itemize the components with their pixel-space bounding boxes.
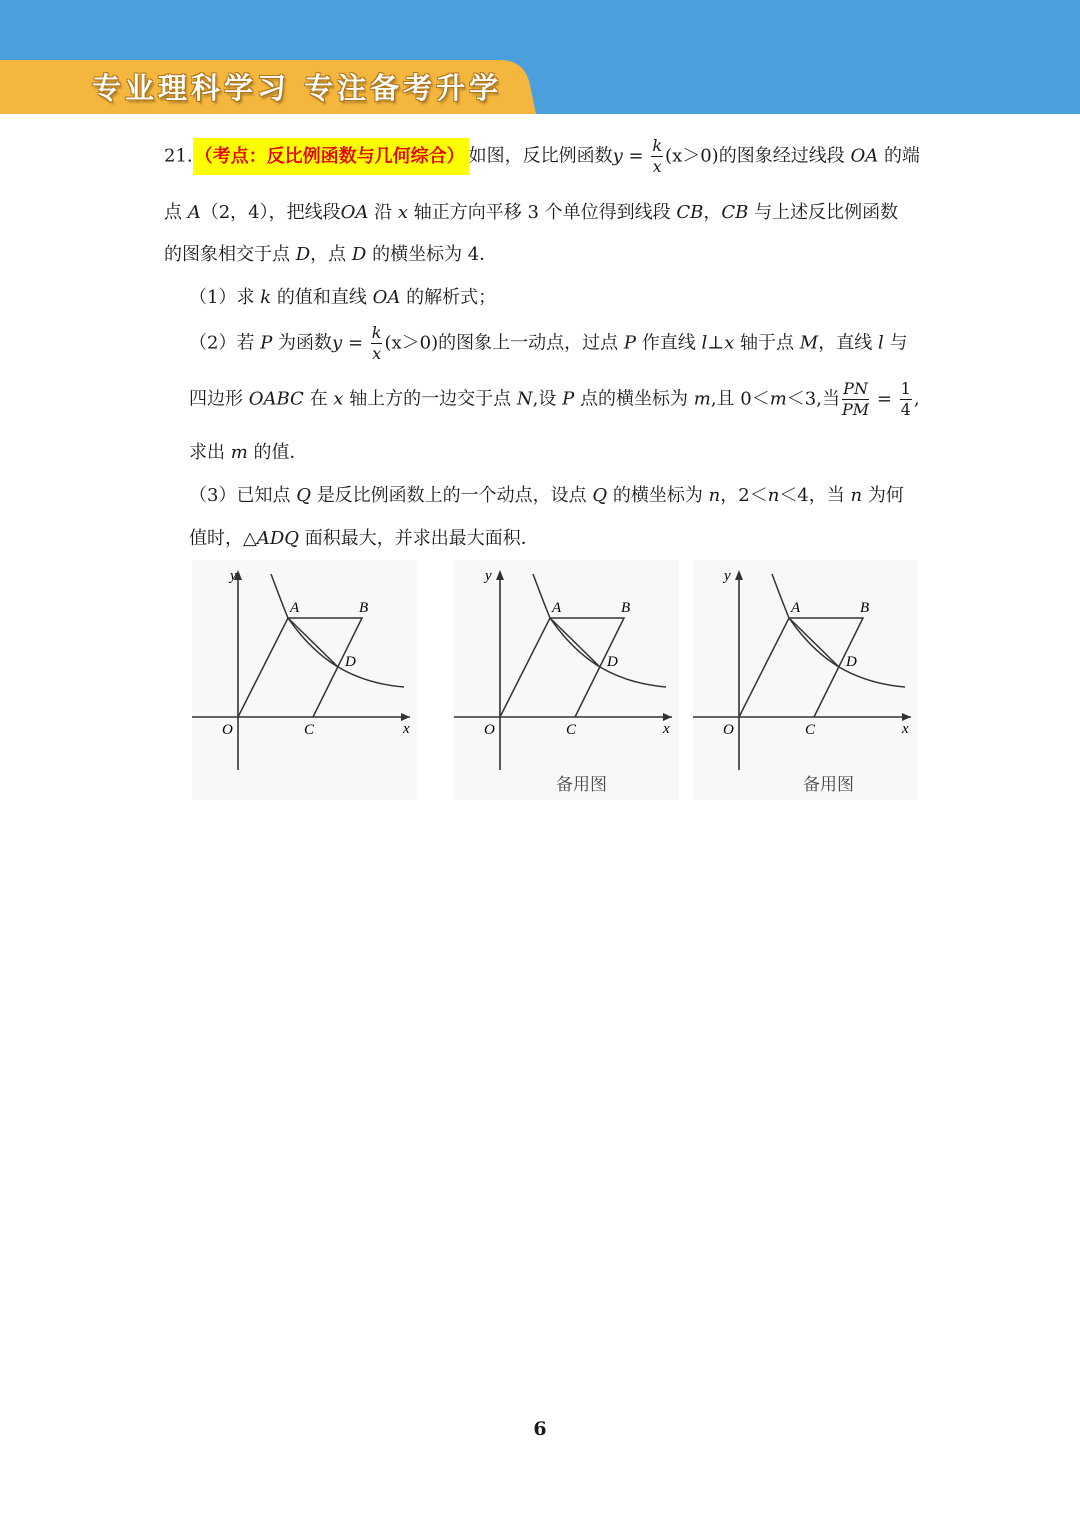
label-A: A: [552, 600, 562, 616]
figure-background: [454, 560, 679, 800]
question-line-1: [164, 138, 920, 175]
denominator: x: [652, 157, 662, 176]
text: 轴上方的一边交于点: [349, 388, 512, 410]
text: 值时，△: [189, 528, 257, 549]
text: 四边形: [189, 388, 243, 410]
label-x: x: [663, 721, 670, 737]
label-O: O: [222, 722, 233, 738]
text: ，点: [310, 244, 347, 265]
label-C: C: [805, 722, 816, 738]
math: OABC: [248, 388, 304, 410]
math: ADQ: [256, 528, 300, 549]
text: 的横坐标为 4．: [372, 244, 498, 265]
math: l: [877, 332, 884, 354]
math: OA: [340, 202, 369, 223]
part-2-line-3: [189, 438, 308, 464]
math: y: [332, 332, 343, 354]
math: CB: [721, 202, 749, 223]
part-2-line-1: [189, 325, 907, 362]
question-line-3: [164, 240, 497, 266]
text: 点: [164, 202, 182, 223]
math: (x＞0): [384, 332, 439, 354]
question-number: 21.: [164, 145, 193, 167]
label-x: x: [902, 721, 909, 737]
math: m: [769, 388, 787, 410]
label-C: C: [566, 722, 577, 738]
figure-caption: 备用图: [803, 775, 854, 795]
question-line-2: [164, 198, 898, 224]
figure-background: [693, 560, 918, 800]
text: 与: [889, 332, 908, 354]
text: ＜4，当: [779, 485, 845, 506]
numerator: k: [371, 323, 382, 342]
text: 与上述反比例函数: [754, 202, 899, 223]
text: 的值和直线: [276, 287, 367, 308]
text: ，: [703, 202, 722, 223]
text: ＜3,当: [786, 388, 840, 410]
math: M: [799, 332, 819, 354]
text: （2）若: [189, 332, 255, 354]
text: 轴正方向平移 3 个单位得到线段: [413, 202, 671, 223]
label-B: B: [621, 600, 631, 616]
math: n: [708, 485, 721, 506]
part-1: [189, 283, 496, 309]
text: 在: [309, 388, 328, 410]
label-A: A: [290, 600, 300, 616]
part-3-line-2: [189, 524, 539, 550]
numerator: k: [652, 136, 663, 155]
text: 的解析式；: [406, 287, 497, 308]
math: OA: [372, 287, 401, 308]
text: 的端: [883, 145, 920, 167]
text: ⊥: [707, 332, 725, 354]
fraction-PN-over-PM: [842, 381, 869, 418]
page-number: 6: [533, 1418, 547, 1440]
math: x: [724, 332, 735, 354]
text: 的值．: [253, 442, 308, 463]
figure-spare-2: [693, 560, 918, 800]
text: 的图象上一动点，过点: [438, 332, 619, 354]
fraction-k-over-x: [371, 325, 383, 362]
denominator: x: [372, 344, 382, 363]
text: 如图，反比例函数: [468, 145, 613, 167]
math: n: [850, 485, 863, 506]
math: (x＞0): [665, 145, 719, 167]
part-3-line-1: [189, 481, 904, 507]
label-D: D: [846, 654, 857, 670]
label-A: A: [791, 600, 801, 616]
math: =: [622, 145, 650, 167]
denominator: PM: [841, 400, 870, 419]
label-C: C: [304, 722, 315, 738]
text: 轴于点: [740, 332, 795, 354]
text: 的横坐标为: [612, 485, 703, 506]
banner-slogan: 专业理科学习 专注备考升学: [92, 71, 503, 105]
figure-spare-1: [454, 560, 679, 800]
math: x: [397, 202, 409, 223]
figure-main: [192, 560, 417, 800]
text: 面积最大，并求出最大面积．: [304, 528, 539, 549]
text: ,且 0＜: [710, 388, 770, 410]
figure-caption: 备用图: [556, 775, 607, 795]
fraction-1-over-4: [900, 381, 912, 418]
text: 为函数: [278, 332, 333, 354]
text: 的图象经过线段: [718, 145, 845, 167]
text: 为何: [867, 485, 904, 506]
text: 作直线: [641, 332, 696, 354]
label-D: D: [345, 654, 356, 670]
numerator: 1: [900, 379, 911, 398]
part-2-line-2: [189, 381, 920, 418]
math: P: [623, 332, 636, 354]
math: =: [342, 332, 369, 354]
math: D: [351, 244, 367, 265]
text: 沿: [374, 202, 393, 223]
math: A: [187, 202, 201, 223]
math: P: [260, 332, 273, 354]
math: =: [871, 388, 898, 410]
math: x: [333, 388, 344, 410]
text: （1）求: [189, 287, 255, 308]
fraction-k-over-x: [651, 138, 663, 175]
label-D: D: [607, 654, 618, 670]
text: 是反比例函数上的一个动点，设点: [316, 485, 587, 506]
text: （2，4），把线段: [200, 202, 341, 223]
math: CB: [676, 202, 704, 223]
label-y: y: [230, 568, 237, 584]
label-B: B: [860, 600, 870, 616]
text: ，直线: [818, 332, 873, 354]
label-B: B: [359, 600, 369, 616]
math: OA: [850, 145, 879, 167]
numerator: PN: [843, 379, 868, 398]
text: 求出: [189, 442, 225, 463]
text: ，2＜: [720, 485, 768, 506]
label-O: O: [723, 722, 734, 738]
label-O: O: [484, 722, 495, 738]
math: y: [612, 145, 623, 167]
text: （3）已知点: [189, 485, 291, 506]
text: ,设: [532, 388, 557, 410]
math: N: [516, 388, 533, 410]
label-y: y: [485, 568, 492, 584]
text: 的图象相交于点: [164, 244, 290, 265]
math: Q: [296, 485, 311, 506]
math: l: [701, 332, 708, 354]
math: m: [693, 388, 711, 410]
math: m: [230, 442, 248, 463]
text: ,: [913, 388, 920, 410]
figure-background: [192, 560, 417, 800]
topic-tag: （考点：反比例函数与几何综合）: [193, 138, 469, 175]
denominator: 4: [900, 400, 911, 419]
math: n: [767, 485, 780, 506]
math: D: [295, 244, 311, 265]
math: k: [260, 287, 272, 308]
label-x: x: [403, 721, 410, 737]
label-y: y: [724, 568, 731, 584]
header-banner: [0, 0, 1080, 114]
math: Q: [592, 485, 608, 506]
math: P: [562, 388, 575, 410]
text: 点的横坐标为: [580, 388, 688, 410]
